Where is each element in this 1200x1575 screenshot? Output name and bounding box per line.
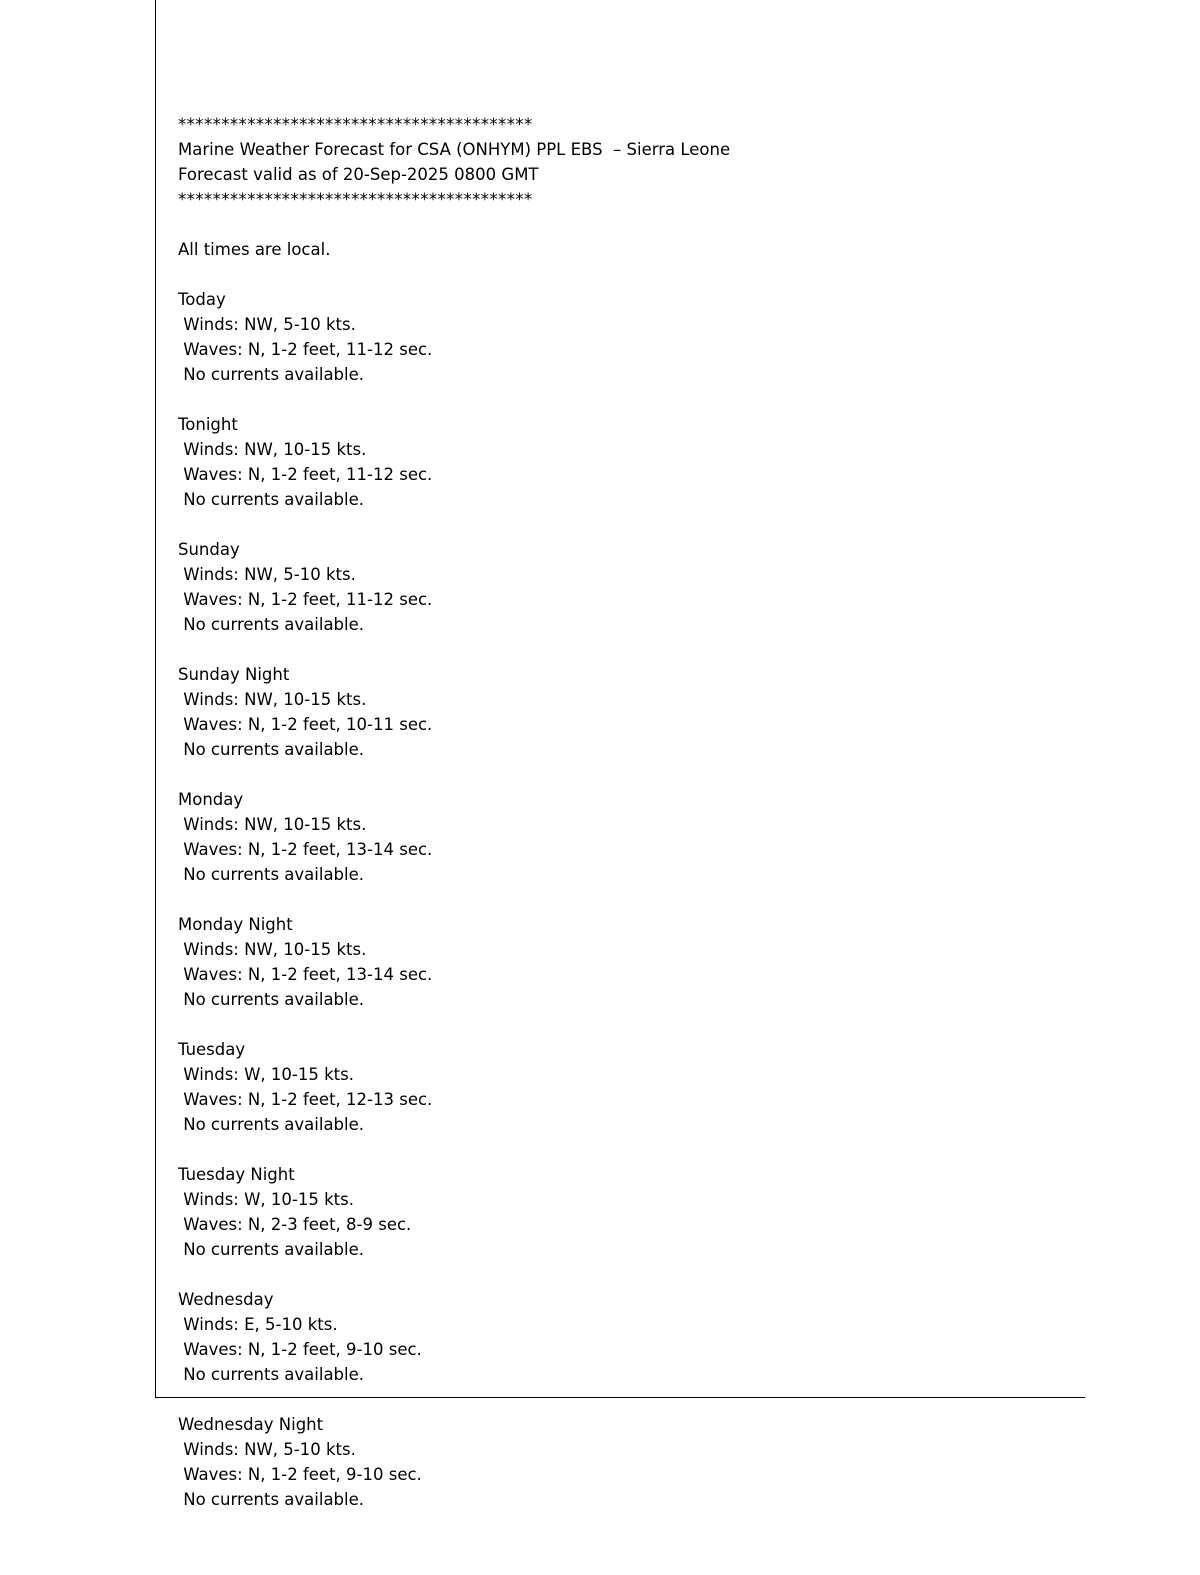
period-currents: No currents available.	[178, 1115, 365, 1134]
period-name: Today	[178, 290, 226, 309]
period-name: Sunday	[178, 540, 240, 559]
period-currents: No currents available.	[178, 1490, 365, 1509]
period-winds: Winds: NW, 5-10 kts.	[178, 1440, 356, 1459]
period-waves: Waves: N, 1-2 feet, 13-14 sec.	[178, 840, 433, 859]
period-waves: Waves: N, 1-2 feet, 10-11 sec.	[178, 715, 433, 734]
forecast-validity: Forecast valid as of 20-Sep-2025 0800 GMT	[178, 165, 539, 184]
period-name: Wednesday Night	[178, 1415, 324, 1434]
period-winds: Winds: W, 10-15 kts.	[178, 1065, 354, 1084]
forecast-overflow	[178, 1412, 1078, 1512]
spacer	[178, 762, 1078, 787]
period-currents: No currents available.	[178, 1365, 365, 1384]
period-winds: Winds: NW, 5-10 kts.	[178, 315, 356, 334]
period-name: Monday	[178, 790, 244, 809]
period-waves: Waves: N, 1-2 feet, 11-12 sec.	[178, 340, 433, 359]
forecast-body	[178, 112, 1078, 1387]
period-winds: Winds: NW, 10-15 kts.	[178, 440, 367, 459]
period-waves: Waves: N, 1-2 feet, 9-10 sec.	[178, 1340, 422, 1359]
period-waves: Waves: N, 2-3 feet, 8-9 sec.	[178, 1215, 412, 1234]
period-currents: No currents available.	[178, 865, 365, 884]
period-currents: No currents available.	[178, 990, 365, 1009]
spacer	[178, 1012, 1078, 1037]
spacer	[178, 262, 1078, 287]
period-currents: No currents available.	[178, 1240, 365, 1259]
period-name: Sunday Night	[178, 665, 290, 684]
period-winds: Winds: NW, 10-15 kts.	[178, 815, 367, 834]
spacer	[178, 1262, 1078, 1287]
spacer	[178, 887, 1078, 912]
period-name: Monday Night	[178, 915, 293, 934]
period-name: Tuesday Night	[178, 1165, 295, 1184]
period-winds: Winds: W, 10-15 kts.	[178, 1190, 354, 1209]
period-currents: No currents available.	[178, 740, 365, 759]
period-name: Wednesday	[178, 1290, 274, 1309]
spacer	[178, 212, 1078, 237]
local-times-note: All times are local.	[178, 240, 331, 259]
period-winds: Winds: NW, 5-10 kts.	[178, 565, 356, 584]
forecast-title: Marine Weather Forecast for CSA (ONHYM) PPL EBS – Sierra Leone	[178, 140, 731, 159]
period-name: Tonight	[178, 415, 238, 434]
period-waves: Waves: N, 1-2 feet, 12-13 sec.	[178, 1090, 433, 1109]
spacer	[178, 1137, 1078, 1162]
period-waves: Waves: N, 1-2 feet, 11-12 sec.	[178, 465, 433, 484]
period-winds: Winds: NW, 10-15 kts.	[178, 940, 367, 959]
period-currents: No currents available.	[178, 365, 365, 384]
spacer	[178, 512, 1078, 537]
period-winds: Winds: E, 5-10 kts.	[178, 1315, 338, 1334]
period-waves: Waves: N, 1-2 feet, 11-12 sec.	[178, 590, 433, 609]
period-waves: Waves: N, 1-2 feet, 9-10 sec.	[178, 1465, 422, 1484]
period-currents: No currents available.	[178, 615, 365, 634]
spacer	[178, 637, 1078, 662]
spacer	[178, 387, 1078, 412]
header-rule-top: *****************************************	[178, 115, 533, 134]
period-waves: Waves: N, 1-2 feet, 13-14 sec.	[178, 965, 433, 984]
period-currents: No currents available.	[178, 490, 365, 509]
period-name: Tuesday	[178, 1040, 246, 1059]
header-rule-bottom: *****************************************	[178, 190, 533, 209]
period-winds: Winds: NW, 10-15 kts.	[178, 690, 367, 709]
